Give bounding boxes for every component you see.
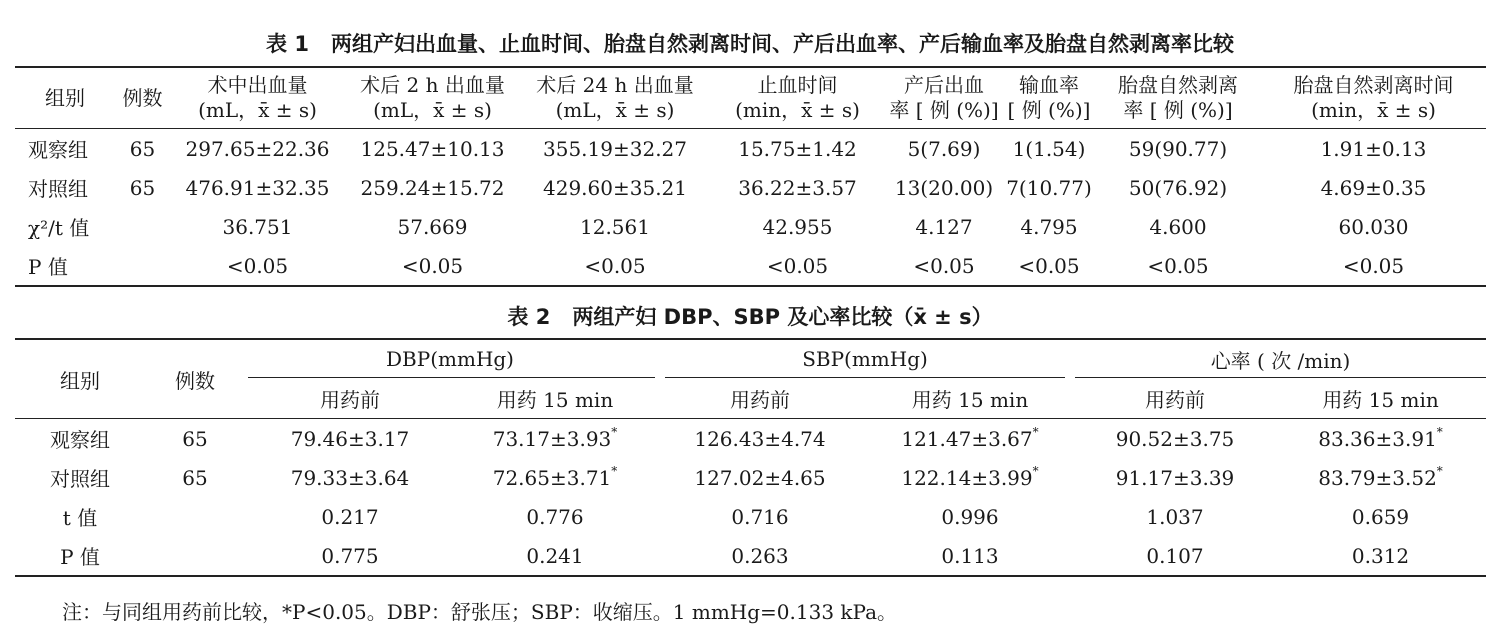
cell-value: 0.113 — [941, 543, 999, 568]
table-cell: 57.669 — [397, 214, 468, 239]
table1-header-line: 率 [ 例 (%)] — [889, 98, 999, 122]
table-cell: 4.127 — [915, 214, 973, 239]
table1-header-cell — [710, 67, 885, 129]
table-row — [15, 129, 1486, 169]
table2-sub-before: 用药前 — [655, 378, 865, 419]
table-cell: <0.05 — [520, 246, 710, 286]
cell-value: 0.659 — [1351, 504, 1410, 529]
significance-marker: * — [611, 424, 618, 439]
table1-header-line: 例数 — [122, 85, 163, 110]
table-cell: 36.751 — [222, 214, 293, 239]
significance-marker: * — [1032, 463, 1039, 478]
table-row — [15, 246, 1486, 286]
table1-header-cell — [1261, 67, 1486, 129]
table-cell — [655, 497, 865, 536]
table1-header-line: 产后出血 — [904, 73, 984, 97]
table1-header-line: 术中出血量 — [207, 73, 308, 97]
table-cell: 15.75±1.42 — [738, 136, 857, 161]
cell-value: 83.36±3.91 — [1318, 426, 1437, 451]
table-cell: 59(90.77) — [1128, 136, 1228, 161]
cell-value: 126.43±4.74 — [694, 426, 826, 451]
row-label: 观察组 — [28, 138, 88, 162]
table-row — [15, 207, 1486, 246]
row-label: 对照组 — [28, 177, 88, 201]
table-cell: 5(7.69) — [907, 136, 981, 161]
table1-header-line: 组别 — [45, 85, 85, 110]
table2-header-hr: 心率 ( 次 /min) — [1075, 339, 1486, 378]
table2-title: 两组产妇 DBP、SBP 及心率比较（x̄ ± s） — [572, 305, 993, 329]
table1-header-line: 输血率 — [1019, 73, 1079, 97]
table-cell: 355.19±32.27 — [543, 136, 687, 161]
table-cell — [865, 458, 1075, 497]
table-cell: 1.91±0.13 — [1320, 136, 1427, 161]
table1-header-cell — [885, 67, 1003, 129]
row-label: χ²/t 值 — [28, 216, 90, 240]
table-cell: 125.47±10.13 — [360, 136, 505, 161]
cell-value: 0.263 — [731, 543, 789, 568]
table1-header-cell — [15, 67, 115, 129]
table1-caption — [0, 30, 1500, 58]
cell-value: 79.46±3.17 — [290, 426, 410, 451]
table-cell — [1075, 497, 1275, 536]
table1-header-line: 术后 2 h 出血量 — [360, 73, 505, 97]
table-row — [15, 497, 1486, 536]
cell-value: 90.52±3.75 — [1115, 426, 1235, 451]
table2-sub-before: 用药前 — [1075, 378, 1275, 419]
table2-sub-after: 用药 15 min — [865, 378, 1075, 419]
table1-header-cell — [170, 67, 345, 129]
table-cell — [245, 497, 455, 536]
table-cell — [455, 497, 655, 536]
table-cell: 65 — [129, 136, 156, 161]
row-count: 65 — [182, 426, 208, 451]
table-cell — [865, 497, 1075, 536]
cell-value: 73.17±3.93 — [492, 426, 612, 451]
table-cell: <0.05 — [710, 246, 885, 286]
cell-value: 121.47±3.67 — [901, 426, 1033, 451]
table-cell: 65 — [129, 175, 156, 200]
table-cell — [1275, 497, 1486, 536]
table1-header-line: (mL，x̄ ± s) — [373, 98, 492, 122]
row-label: P 值 — [15, 536, 145, 576]
table-row — [15, 419, 1486, 459]
cell-value: 0.716 — [731, 504, 789, 529]
table2-sub-after: 用药 15 min — [455, 378, 655, 419]
table-cell — [1075, 458, 1275, 497]
table-cell: <0.05 — [345, 246, 520, 286]
cell-value: 1.037 — [1146, 504, 1204, 529]
table2-header-dbp: DBP(mmHg) — [245, 339, 655, 378]
table-cell — [1075, 536, 1275, 576]
table1-header-cell — [1095, 67, 1261, 129]
table1-header-line: 止血时间 — [757, 73, 838, 97]
cell-value: 0.776 — [526, 504, 584, 529]
footnote-text: 注：与同组用药前比较，*P<0.05。DBP：舒张压；SBP：收缩压。1 mmHg=0.133 kPa。 — [62, 600, 898, 624]
cell-value: 0.775 — [321, 543, 379, 568]
table-cell — [1275, 458, 1486, 497]
table1-header-line: (mL，x̄ ± s) — [555, 98, 675, 122]
table-cell: 4.69±0.35 — [1320, 175, 1427, 200]
table1-header-line: 术后 24 h 出血量 — [536, 73, 694, 97]
table-cell — [1275, 419, 1486, 459]
significance-marker: * — [1032, 424, 1039, 439]
table1-header-cell — [1003, 67, 1095, 129]
row-count — [145, 536, 245, 576]
table-cell: 297.65±22.36 — [185, 136, 330, 161]
table2-sub-after: 用药 15 min — [1275, 378, 1486, 419]
row-label: t 值 — [62, 506, 98, 530]
table2-header-n: 例数 — [145, 339, 245, 419]
table-row — [15, 536, 1486, 576]
table-cell: 429.60±35.21 — [543, 175, 687, 200]
table1-number: 表 1 — [266, 32, 309, 56]
table1-header-cell — [520, 67, 710, 129]
cell-value: 0.217 — [321, 504, 379, 529]
cell-value: 0.312 — [1351, 543, 1410, 568]
table-cell: 50(76.92) — [1128, 175, 1228, 200]
table-cell: 60.030 — [1338, 214, 1409, 239]
table-cell — [115, 246, 170, 286]
significance-marker: * — [611, 463, 618, 478]
row-label: 观察组 — [50, 428, 110, 452]
table2-header-group: 组别 — [15, 339, 145, 419]
row-label: 对照组 — [50, 467, 110, 491]
row-count — [145, 497, 245, 536]
cell-value: 79.33±3.64 — [290, 465, 410, 490]
table-row — [15, 168, 1486, 207]
table1-title: 两组产妇出血量、止血时间、胎盘自然剥离时间、产后出血率、产后输血率及胎盘自然剥离率比较 — [330, 32, 1234, 56]
row-label: P 值 — [15, 246, 115, 286]
cell-value: 83.79±3.52 — [1318, 465, 1437, 490]
table1-header-line: 率 [ 例 (%)] — [1123, 98, 1233, 122]
table-row — [15, 458, 1486, 497]
significance-marker: * — [1436, 424, 1443, 439]
table-cell: 4.600 — [1149, 214, 1207, 239]
table1-header-line: 胎盘自然剥离时间 — [1293, 73, 1454, 97]
cell-value: 0.241 — [526, 543, 584, 568]
table1-header-line: (min，x̄ ± s) — [1311, 98, 1436, 122]
table1 — [15, 66, 1486, 287]
table-cell: 13(20.00) — [894, 175, 994, 200]
cell-value: 72.65±3.71 — [492, 465, 612, 490]
table-cell — [655, 536, 865, 576]
table1-header-line: [ 例 (%)] — [1007, 98, 1091, 122]
table-cell: 7(10.77) — [1006, 175, 1092, 200]
cell-value: 0.107 — [1146, 543, 1204, 568]
table-cell: 12.561 — [580, 214, 650, 239]
table-cell: 42.955 — [762, 214, 833, 239]
table-cell: <0.05 — [1095, 246, 1261, 286]
table-cell — [115, 207, 170, 246]
cell-value: 122.14±3.99 — [901, 465, 1033, 490]
table-cell — [455, 458, 655, 497]
cell-value: 0.996 — [941, 504, 999, 529]
table1-header-line: (min，x̄ ± s) — [735, 98, 860, 122]
table-cell: <0.05 — [170, 246, 345, 286]
table-cell: 1(1.54) — [1012, 136, 1086, 161]
cell-value: 127.02±4.65 — [694, 465, 826, 490]
table1-header-cell — [345, 67, 520, 129]
table2-sub-before: 用药前 — [245, 378, 455, 419]
table-cell — [245, 419, 455, 459]
table-cell: 259.24±15.72 — [360, 175, 505, 200]
table-cell: 476.91±32.35 — [185, 175, 330, 200]
table-cell: 36.22±3.57 — [738, 175, 857, 200]
table-cell — [1275, 536, 1486, 576]
significance-marker: * — [1436, 463, 1443, 478]
table-cell — [865, 419, 1075, 459]
table2-number: 表 2 — [507, 305, 551, 329]
table1-header-line: (mL，x̄ ± s) — [198, 98, 317, 122]
table2 — [15, 338, 1486, 577]
table-cell: <0.05 — [1003, 246, 1095, 286]
table2-caption — [0, 303, 1500, 331]
table-cell: <0.05 — [1261, 246, 1486, 286]
table1-header-cell — [115, 67, 170, 129]
table-cell — [655, 419, 865, 459]
table-footnote — [62, 596, 897, 625]
table-cell: <0.05 — [885, 246, 1003, 286]
table-cell — [655, 458, 865, 497]
table-cell — [865, 536, 1075, 576]
row-count: 65 — [182, 465, 208, 490]
table-cell — [1075, 419, 1275, 459]
table-cell: 4.795 — [1020, 214, 1078, 239]
table-cell — [455, 419, 655, 459]
table-cell — [455, 536, 655, 576]
table1-header-line: 胎盘自然剥离 — [1118, 73, 1238, 97]
cell-value: 91.17±3.39 — [1115, 465, 1235, 490]
table-cell — [245, 536, 455, 576]
table-cell — [245, 458, 455, 497]
table2-header-sbp: SBP(mmHg) — [655, 339, 1075, 378]
